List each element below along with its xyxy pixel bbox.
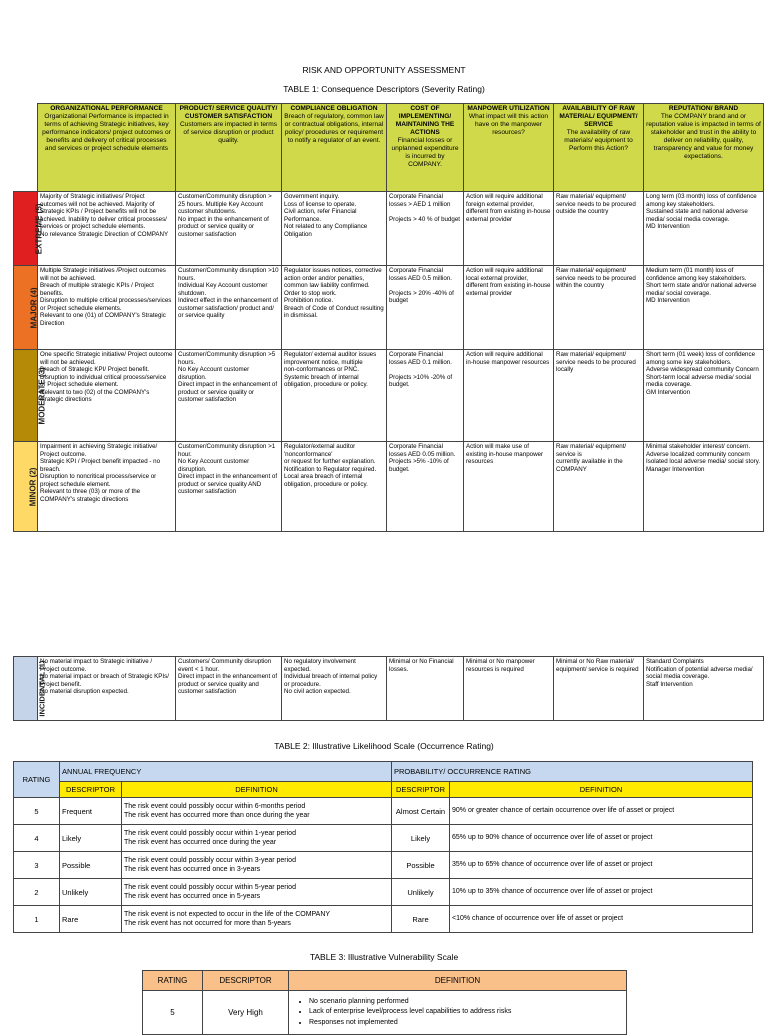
descriptor-value: Very High: [203, 991, 289, 1035]
table-row: [14, 192, 764, 266]
list-item: • Responses not implemented: [309, 1018, 624, 1028]
definition-header: DEFINITION: [122, 782, 392, 798]
table-row: [14, 879, 753, 906]
table-cell: Raw material/ equipment/ service needs to be procured locally: [554, 350, 644, 442]
table-cell: Impairment in achieving Strategic initiative/ Project outcome. Strategic KPI / Project benefit impacted - no breach. Disruption to noncritical process/service or project schedule element. Relevant to three (03) or more of the COMPANY's strategic directions: [38, 442, 176, 532]
table-cell: Customer/Community disruption >1 hour. No Key Account customer disruption. Direct impact in the enhancement of product or service quality AND customer satisfaction: [176, 442, 282, 532]
table-cell: Action will make use of existing in-house manpower resources: [464, 442, 554, 532]
table-cell: Standard Complaints Notification of potential adverse media/ social media coverage. Staff Intervention: [644, 657, 764, 721]
rating-header: RATING: [143, 971, 203, 991]
definition-value: The risk event could possibly occur within 6-months period The risk event has occurred more than once during the year: [122, 798, 392, 825]
header-cell: ORGANIZATIONAL PERFORMANCE Organizational Performance is impacted in terms of achieving Strategic initiatives, key performance indicators/ project outcomes or benefits and delivery of critical processes and services or project schedule elements: [38, 104, 176, 192]
table-cell: Minimal or No manpower resources is required: [464, 657, 554, 721]
rating-value: 3: [14, 852, 60, 879]
table2-caption: TABLE 2: Illustrative Likelihood Scale (Occurrence Rating): [274, 741, 494, 751]
descriptor-value: Rare: [60, 906, 122, 933]
descriptor-value: Unlikely: [60, 879, 122, 906]
table-cell: Medium term (01 month) loss of confidence among key stakeholders. Short term state and/or national adverse media/ social coverage. MD Intervention: [644, 266, 764, 350]
header-cell: COST OF IMPLEMENTING/ MAINTAINING THE ACTIONS Financial losses or unplanned expenditure is incurred by COMPANY.: [387, 104, 464, 192]
definition-header: DEFINITION: [289, 971, 627, 991]
level-minor: MINOR (2): [14, 442, 38, 532]
table-cell: Action will require additional in-house manpower resources: [464, 350, 554, 442]
vulnerability-table: [142, 970, 627, 1035]
table-cell: No regulatory involvement expected. Individual breach of internal policy or procedure. No civil action expected.: [282, 657, 387, 721]
rating-value: 2: [14, 879, 60, 906]
header-cell: AVAILABILITY OF RAW MATERIAL/ EQUIPMENT/ SERVICE The availability of raw materials/ equipment to Perform this Action?: [554, 104, 644, 192]
definition-value: 65% up to 90% chance of occurrence over life of asset or project: [450, 825, 753, 852]
likelihood-table: [13, 761, 753, 933]
table-cell: Multiple Strategic initiatives /Project outcomes will not be achieved. Breach of multiple strategic KPIs / Project benefits. Disruption to multiple critical processes/services or Project schedule elements. Relevant to one (01) of COMPANY's Strategic Direction: [38, 266, 176, 350]
table-row: [14, 825, 753, 852]
table-cell: Long term (03 month) loss of confidence among key stakeholders. Sustained state and national adverse media/ social media coverage. MD Intervention: [644, 192, 764, 266]
rating-value: 5: [143, 991, 203, 1035]
table-row: [14, 442, 764, 532]
table-cell: Minimal or No Financial losses.: [387, 657, 464, 721]
probability-header: PROBABILITY/ OCCURRENCE RATING: [392, 762, 753, 782]
descriptor-header: DESCRIPTOR: [203, 971, 289, 991]
table-row: [14, 350, 764, 442]
descriptor-value: Likely: [392, 825, 450, 852]
table-row: [14, 266, 764, 350]
definition-value: The risk event could possibly occur within 3-year period The risk event has occurred once in 3-years: [122, 852, 392, 879]
descriptor-value: Almost Certain: [392, 798, 450, 825]
table1-caption: TABLE 1: Consequence Descriptors (Severity Rating): [283, 84, 485, 94]
table-cell: Corporate Financial losses AED 0.05 million. Projects >5% -10% of budget.: [387, 442, 464, 532]
table-cell: Customer/Community disruption >5 hours. No Key Account customer disruption. Direct impact in the enhancement of product or service quality or customer satisfaction: [176, 350, 282, 442]
rating-header: RATING: [14, 762, 60, 798]
table3-caption: TABLE 3: Illustrative Vulnerability Scale: [309, 952, 459, 962]
definition-value: 90% or greater chance of certain occurrence over life of asset or project: [450, 798, 753, 825]
descriptor-value: Unlikely: [392, 879, 450, 906]
definition-header: DEFINITION: [450, 782, 753, 798]
table-cell: Regulator/external auditor 'nonconformance' or request for further explanation. Notification to Regulator required. Local area breach of internal obligation, procedure or policy.: [282, 442, 387, 532]
table-cell: Corporate Financial losses AED 0.1 million. Projects >10% -20% of budget.: [387, 350, 464, 442]
incidental-table: [13, 656, 764, 721]
table-cell: No material impact to Strategic initiative / Project outcome. No material impact or breach of Strategic KPIs/ Project benefit. No material disruption expected.: [38, 657, 176, 721]
doc-title: RISK AND OPPORTUNITY ASSESSMENT: [302, 65, 466, 75]
table-cell: Corporate Financial losses AED 0.5 million. Projects > 20% -40% of budget: [387, 266, 464, 350]
table-cell: Regulator issues notices, corrective action order and/or penalties, common law liability confirmed. Order to stop work. Prohibition notice. Breach of Code of Conduct resulting in dismissal.: [282, 266, 387, 350]
corner-cell: [14, 104, 38, 192]
definition-value: 10% up to 35% chance of occurrence over life of asset or project: [450, 879, 753, 906]
table-row: [14, 852, 753, 879]
table-cell: Majority of Strategic initiatives/ Project outcomes will not be achieved. Majority of Strategic KPIs / Project benefits will not be achieved. Inability to deliver critical processes/ services or project schedule elements. No relevance Strategic Direction of COMPANY: [38, 192, 176, 266]
descriptor-value: Likely: [60, 825, 122, 852]
level-incidental: INCIDENTAL (1): [14, 657, 38, 721]
descriptor-value: Possible: [392, 852, 450, 879]
table-cell: Customer/Community disruption >10 hours. Individual Key Account customer shutdown. Indirect effect in the enhancement of customer satisfaction/ product and/ or service quality: [176, 266, 282, 350]
definition-value: <10% chance of occurrence over life of asset or project: [450, 906, 753, 933]
table-cell: Short term (01 week) loss of confidence among some key stakeholders. Adverse widespread community Concern Short-term local adverse media/ social media coverage. GM Intervention: [644, 350, 764, 442]
descriptor-value: Frequent: [60, 798, 122, 825]
list-item: • No scenario planning performed: [309, 997, 624, 1007]
definition-value: [289, 991, 627, 1035]
table-cell: Action will require additional foreign external provider, different from existing in-house external provider: [464, 192, 554, 266]
annual-frequency-header: ANNUAL FREQUENCY: [60, 762, 392, 782]
descriptor-value: Possible: [60, 852, 122, 879]
rating-value: 1: [14, 906, 60, 933]
table-row: [143, 991, 627, 1035]
definition-value: The risk event could possibly occur within 5-year period The risk event has occurred once in 5-years: [122, 879, 392, 906]
level-major: MAJOR (4): [14, 266, 38, 350]
table-row: [14, 798, 753, 825]
table-cell: Raw material/ equipment/ service needs to be procured within the country: [554, 266, 644, 350]
table-cell: Minimal stakeholder interest/ concern. Adverse localized community concern Isolated local adverse media/ social story. Manager Intervention: [644, 442, 764, 532]
level-extreme: EXTREME (5): [14, 192, 38, 266]
descriptor-value: Rare: [392, 906, 450, 933]
table-row: [14, 657, 764, 721]
definition-value: The risk event is not expected to occur in the life of the COMPANY The risk event has not occurred for more than 5-years: [122, 906, 392, 933]
header-cell: REPUTATION/ BRAND The COMPANY brand and or reputation value is impacted in terms of stakeholder and trust in the ability to deliver on reliability, quality, transparency and value for money expectations.: [644, 104, 764, 192]
header-cell: MANPOWER UTILIZATION What impact will this action have on the manpower resources?: [464, 104, 554, 192]
table-cell: Minimal or No Raw material/ equipment/ service is required: [554, 657, 644, 721]
descriptor-header: DESCRIPTOR: [60, 782, 122, 798]
table-cell: Customers/ Community disruption event < 1 hour. Direct impact in the enhancement of product or service quality and customer satisfaction: [176, 657, 282, 721]
descriptor-header: DESCRIPTOR: [392, 782, 450, 798]
consequence-table: [13, 103, 764, 532]
header-cell: PRODUCT/ SERVICE QUALITY/ CUSTOMER SATISFACTION Customers are impacted in terms of service disruption or product quality.: [176, 104, 282, 192]
table-cell: Customer/Community disruption > 25 hours. Multiple Key Account customer shutdowns. No impact in the enhancement of product or service quality or customer satisfaction: [176, 192, 282, 266]
rating-value: 5: [14, 798, 60, 825]
header-cell: COMPLIANCE OBLIGATION Breach of regulatory, common law or contractual obligations, internal policy/ procedures or requirement to notify a regulator of an event.: [282, 104, 387, 192]
table-cell: Raw material/ equipment/ service is currently available in the COMPANY: [554, 442, 644, 532]
table-cell: Action will require additional local external provider, different from existing in-house external provider: [464, 266, 554, 350]
table-cell: Raw material/ equipment/ service needs to be procured outside the country: [554, 192, 644, 266]
list-item: • Lack of enterprise level/process level capabilities to address risks: [309, 1007, 624, 1017]
table-cell: Government inquiry. Loss of license to operate. Civil action, refer Financial Performance. Not related to any Compliance Obligation: [282, 192, 387, 266]
table-cell: Corporate Financial losses > AED 1 million Projects > 40 % of budget: [387, 192, 464, 266]
table-row: [14, 906, 753, 933]
definition-value: 35% up to 65% chance of occurrence over life of asset or project: [450, 852, 753, 879]
table-cell: Regulator/ external auditor issues improvement notice, multiple non-conformances or PNC. Systemic breach of internal obligation, procedure or policy.: [282, 350, 387, 442]
table-cell: One specific Strategic initiative/ Project outcome will not be achieved. Breach of Strategic KPI/ Project benefit. Disruption to individual critical process/service or Project schedule element. Relevant to two (02) of the COMPANY's strategic directions: [38, 350, 176, 442]
definition-value: The risk event could possibly occur within 1-year period The risk event has occurred once during the year: [122, 825, 392, 852]
rating-value: 4: [14, 825, 60, 852]
level-moderate: MODERATE (3): [14, 350, 38, 442]
